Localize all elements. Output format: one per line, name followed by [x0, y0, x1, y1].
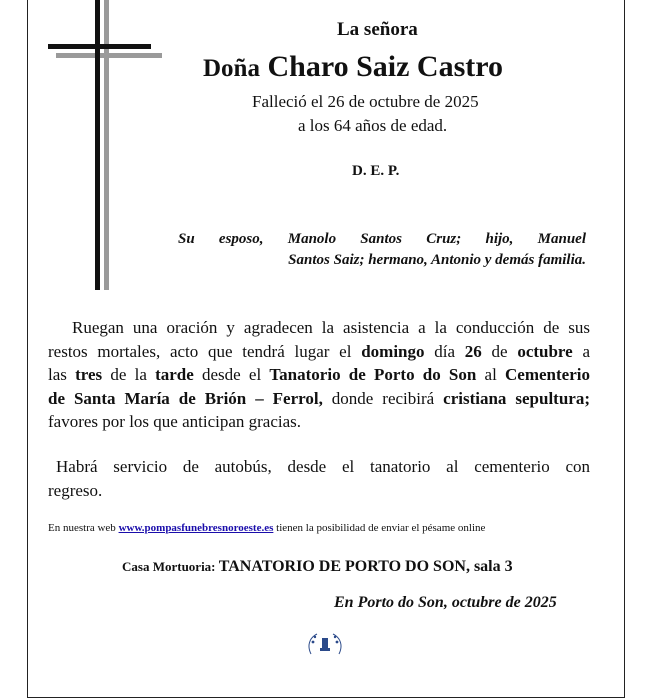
web-notice	[48, 522, 485, 534]
web-prefix: En nuestra web	[48, 522, 119, 534]
cross-dark-horizontal	[48, 44, 151, 49]
funeral-home-label: Casa Mortuoria:	[122, 559, 219, 574]
lady-title: La señora	[337, 19, 418, 40]
notice-line-5: favores por los que anticipan gracias.	[48, 412, 302, 431]
family-line-2: Santos Saiz; hermano, Antonio y demás familia.	[288, 252, 586, 268]
notice-cemetery: de Santa María de Brión – Ferrol,	[48, 388, 323, 408]
notice-line-1: Ruegan una oración y agradecen la asistencia a la conducción de sus	[72, 318, 590, 337]
notice-origin: Tanatorio de Porto do Son	[269, 365, 477, 384]
deceased-name	[203, 50, 503, 84]
name-text: Charo Saiz Castro	[267, 50, 504, 83]
notice-month: octubre	[517, 341, 573, 361]
notice-hour: tres	[75, 365, 103, 384]
notice-text: desde el	[193, 365, 270, 384]
web-suffix: tienen la posibilidad de enviar el pésame online	[273, 522, 486, 534]
notice-text: al	[476, 365, 506, 384]
rip-text: D. E. P.	[352, 163, 400, 179]
bus-line-1: Habrá servicio de autobús, desde el tanatorio al cementerio con	[56, 457, 590, 476]
cross-gray-horizontal	[56, 53, 162, 58]
name-prefix: Doña	[203, 55, 260, 82]
death-date: Falleció el 26 de octubre de 2025	[252, 92, 479, 111]
age-line: a los 64 años de edad.	[298, 116, 448, 135]
family-block	[178, 229, 586, 271]
notice-text: día	[424, 341, 465, 361]
notice-text: de la	[102, 365, 156, 384]
website-link[interactable]: www.pompasfunebresnoroeste.es	[118, 522, 274, 534]
notice-text: restos mortales, acto que tendrá lugar el	[48, 341, 362, 361]
notice-text: las	[48, 365, 76, 384]
notice-line-3	[48, 363, 590, 387]
notice-paragraph	[48, 316, 590, 434]
notice-burial: cristiana sepultura;	[443, 388, 590, 408]
bus-line-2: regreso.	[48, 480, 103, 500]
notice-line-4	[48, 387, 590, 411]
place-date: En Porto do Son, octubre de 2025	[334, 594, 557, 611]
notice-day-name: domingo	[361, 341, 425, 361]
notice-text: de	[481, 341, 518, 361]
funeral-home-value: TANATORIO DE PORTO DO SON, sala 3	[218, 558, 513, 575]
family-line-1: Su esposo, Manolo Santos Cruz; hijo, Manuel	[178, 231, 586, 247]
notice-line-2	[48, 340, 590, 364]
notice-text: a	[572, 341, 591, 361]
notice-time-of-day: tarde	[155, 365, 194, 384]
notice-day-number: 26	[464, 341, 482, 361]
funeral-home	[122, 558, 513, 576]
notice-destination: Cementerio	[505, 365, 590, 384]
bus-paragraph	[48, 455, 590, 502]
notice-text: donde recibirá	[322, 388, 444, 408]
company-logo-icon	[303, 628, 347, 658]
